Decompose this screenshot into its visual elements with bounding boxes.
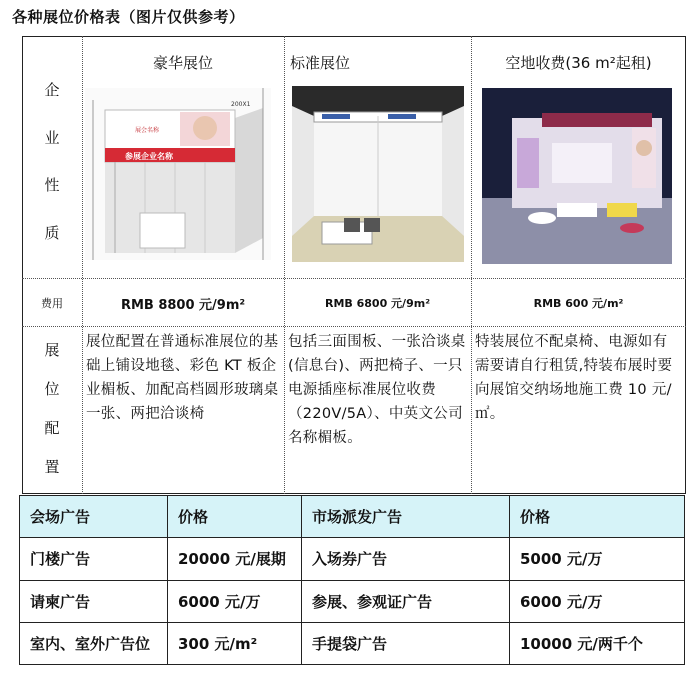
booth-name-standard: 标准展位 <box>290 54 351 72</box>
divider <box>471 36 472 494</box>
booth-config-label <box>22 330 82 486</box>
table-cell: 手提袋广告 <box>302 622 510 664</box>
label-char: 展 <box>44 341 60 359</box>
booth-banner-text: 参展企业名称 <box>125 152 173 161</box>
divider <box>284 36 285 494</box>
table-cell: 20000 元/展期 <box>168 538 302 580</box>
table-row <box>20 580 685 622</box>
table-cell: 室内、室外广告位 <box>20 622 168 664</box>
booth-price-table <box>22 36 686 494</box>
svg-text:200X1: 200X1 <box>231 101 251 108</box>
svg-text:展会名称: 展会名称 <box>135 127 160 134</box>
divider <box>22 326 686 327</box>
label-char: 业 <box>44 128 60 147</box>
table-cell: 6000 元/万 <box>168 580 302 622</box>
fee-label: 费用 <box>41 297 63 310</box>
label-char: 性 <box>44 176 60 195</box>
table-cell: 入场券广告 <box>302 538 510 580</box>
table-cell: 请柬广告 <box>20 580 168 622</box>
advertising-price-table <box>19 495 685 665</box>
label-char: 配 <box>44 419 60 437</box>
label-char: 质 <box>44 223 60 242</box>
luxury-desc: 展位配置在普通标准展位的基础上铺设地毯、彩色 KT 板企业楣板、加配高档圆形玻璃桌一张、两把洽谈椅 <box>86 334 279 422</box>
header-cell: 市场派发广告 <box>302 496 510 538</box>
label-char: 置 <box>44 458 60 476</box>
divider <box>22 278 686 279</box>
booth-name-space: 空地收费(36 m²起租) <box>505 54 652 72</box>
table-cell: 10000 元/两千个 <box>510 622 685 664</box>
table-cell: 5000 元/万 <box>510 538 685 580</box>
space-fee: RMB 600 元/m² <box>533 297 624 310</box>
label-char: 位 <box>44 380 60 398</box>
divider <box>82 36 83 494</box>
raw-space-booth-image <box>482 88 672 264</box>
header-cell: 价格 <box>510 496 685 538</box>
table-row <box>20 622 685 664</box>
table-header-row <box>20 496 685 538</box>
table-cell: 参展、参观证广告 <box>302 580 510 622</box>
space-desc: 特装展位不配桌椅、电源如有需要请自行租赁,特装布展时要向展馆交纳场地施工费 10 元/㎡。 <box>475 334 673 422</box>
luxury-fee: RMB 8800 元/9m² <box>120 297 246 313</box>
table-row <box>20 538 685 580</box>
table-cell: 6000 元/万 <box>510 580 685 622</box>
standard-booth-image <box>292 86 464 262</box>
header-cell: 价格 <box>168 496 302 538</box>
page-title: 各种展位价格表（图片仅供参考） <box>12 8 245 26</box>
table-cell: 门楼广告 <box>20 538 168 580</box>
booth-name-luxury: 豪华展位 <box>152 54 213 72</box>
luxury-booth-image <box>85 88 271 260</box>
header-cell: 会场广告 <box>20 496 168 538</box>
table-cell: 300 元/m² <box>168 622 302 664</box>
label-char: 企 <box>44 81 60 100</box>
company-type-label <box>22 66 82 256</box>
standard-desc: 包括三面围板、一张洽谈桌(信息台)、两把椅子、一只电源插座标准展位收费（220V/5A）、中英文公司名称楣板。 <box>288 334 466 446</box>
standard-fee: RMB 6800 元/9m² <box>324 297 431 310</box>
